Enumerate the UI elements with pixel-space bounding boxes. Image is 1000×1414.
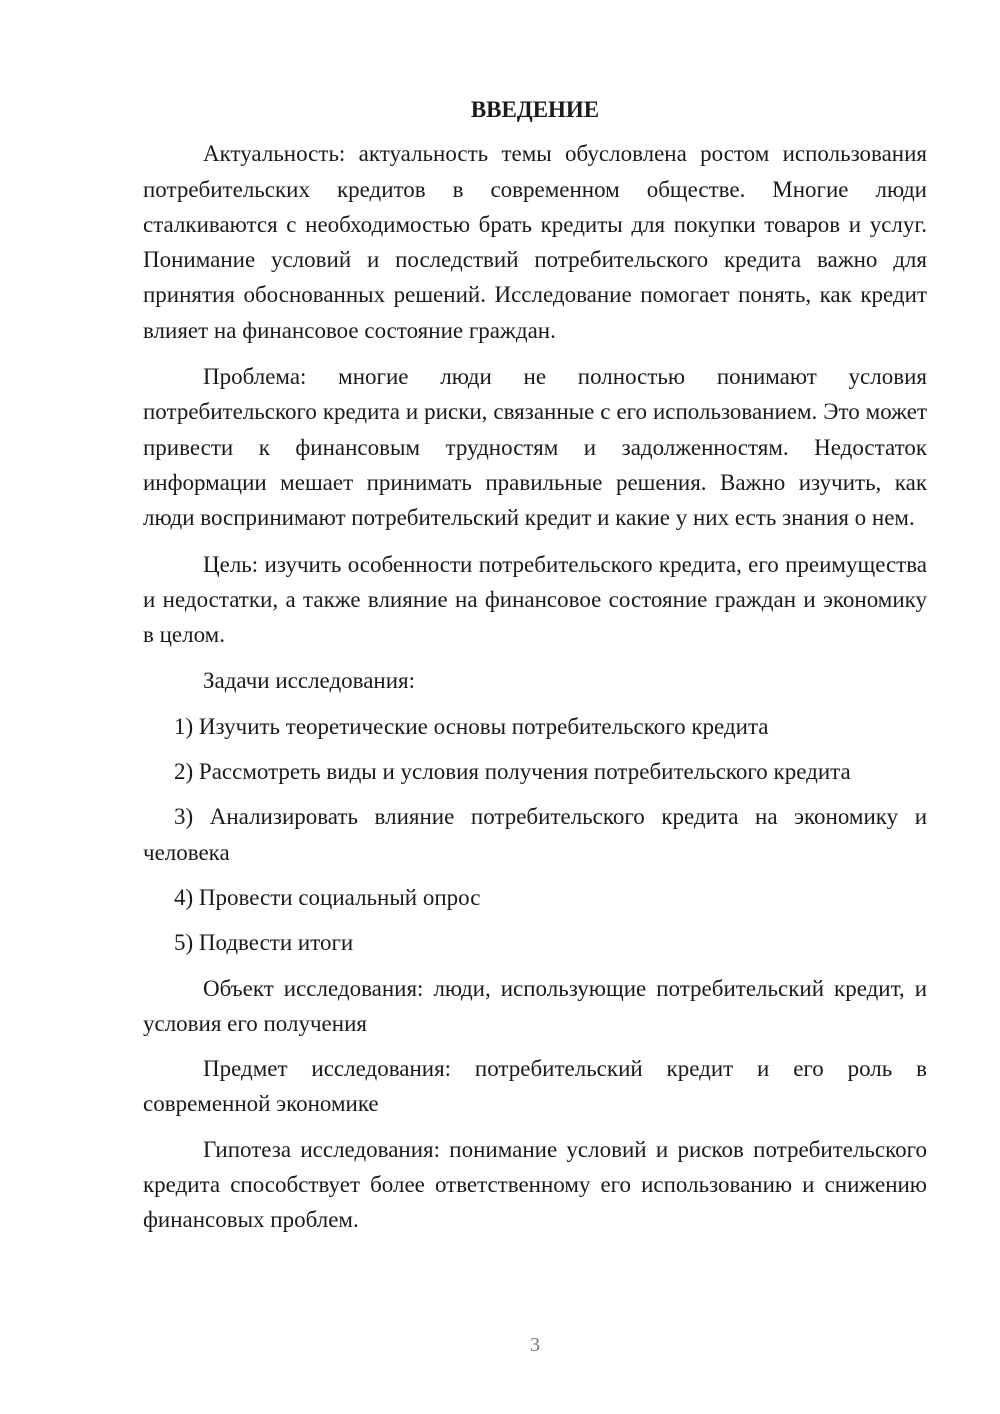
document-body: [143, 92, 927, 1238]
paragraph-problem: Проблема: многие люди не полностью понимают условия потребительского кредита и риски, связанные с его использованием. Это может привести к финансовым трудностям и задолженностям. Недостаток информации мешает принимать правильные решения. Важно изучить, как люди воспринимают потребительский кредит и какие у них есть знания о нем.: [143, 364, 927, 531]
task-item-1: 1) Изучить теоретические основы потребительского кредита: [174, 713, 769, 739]
paragraph-relevance: Актуальность: актуальность темы обусловлена ростом использования потребительских кредитов в современном обществе. Многие люди сталкиваются с необходимостью брать кредиты для покупки товаров и услуг. Понимание условий и последствий потребительского кредита важно для принятия обоснованных решений. Исследование помогает понять, как кредит влияет на финансовое состояние граждан.: [143, 141, 927, 343]
paragraph-hypothesis: Гипотеза исследования: понимание условий и рисков потребительского кредита способствует более ответственному его использованию и снижению финансовых проблем.: [143, 1136, 927, 1233]
tasks-heading: Задачи исследования:: [203, 668, 416, 694]
task-item-3: 3) Анализировать влияние потребительского кредита на экономику и человека: [143, 804, 927, 865]
paragraph-goal: Цель: изучить особенности потребительского кредита, его преимущества и недостатки, а также влияние на финансовое состояние граждан и экономику в целом.: [143, 551, 927, 648]
task-item-5: 5) Подвести итоги: [174, 930, 354, 956]
section-title: ВВЕДЕНИЕ: [470, 97, 600, 122]
paragraph-object: Объект исследования: люди, использующие потребительский кредит, и условия его получения: [143, 975, 927, 1036]
task-item-4: 4) Провести социальный опрос: [174, 884, 481, 910]
task-item-2: 2) Рассмотреть виды и условия получения потребительского кредита: [174, 759, 851, 785]
page-number: 3: [530, 1334, 540, 1356]
paragraph-subject: Предмет исследования: потребительский кредит и его роль в современной экономике: [143, 1056, 927, 1117]
